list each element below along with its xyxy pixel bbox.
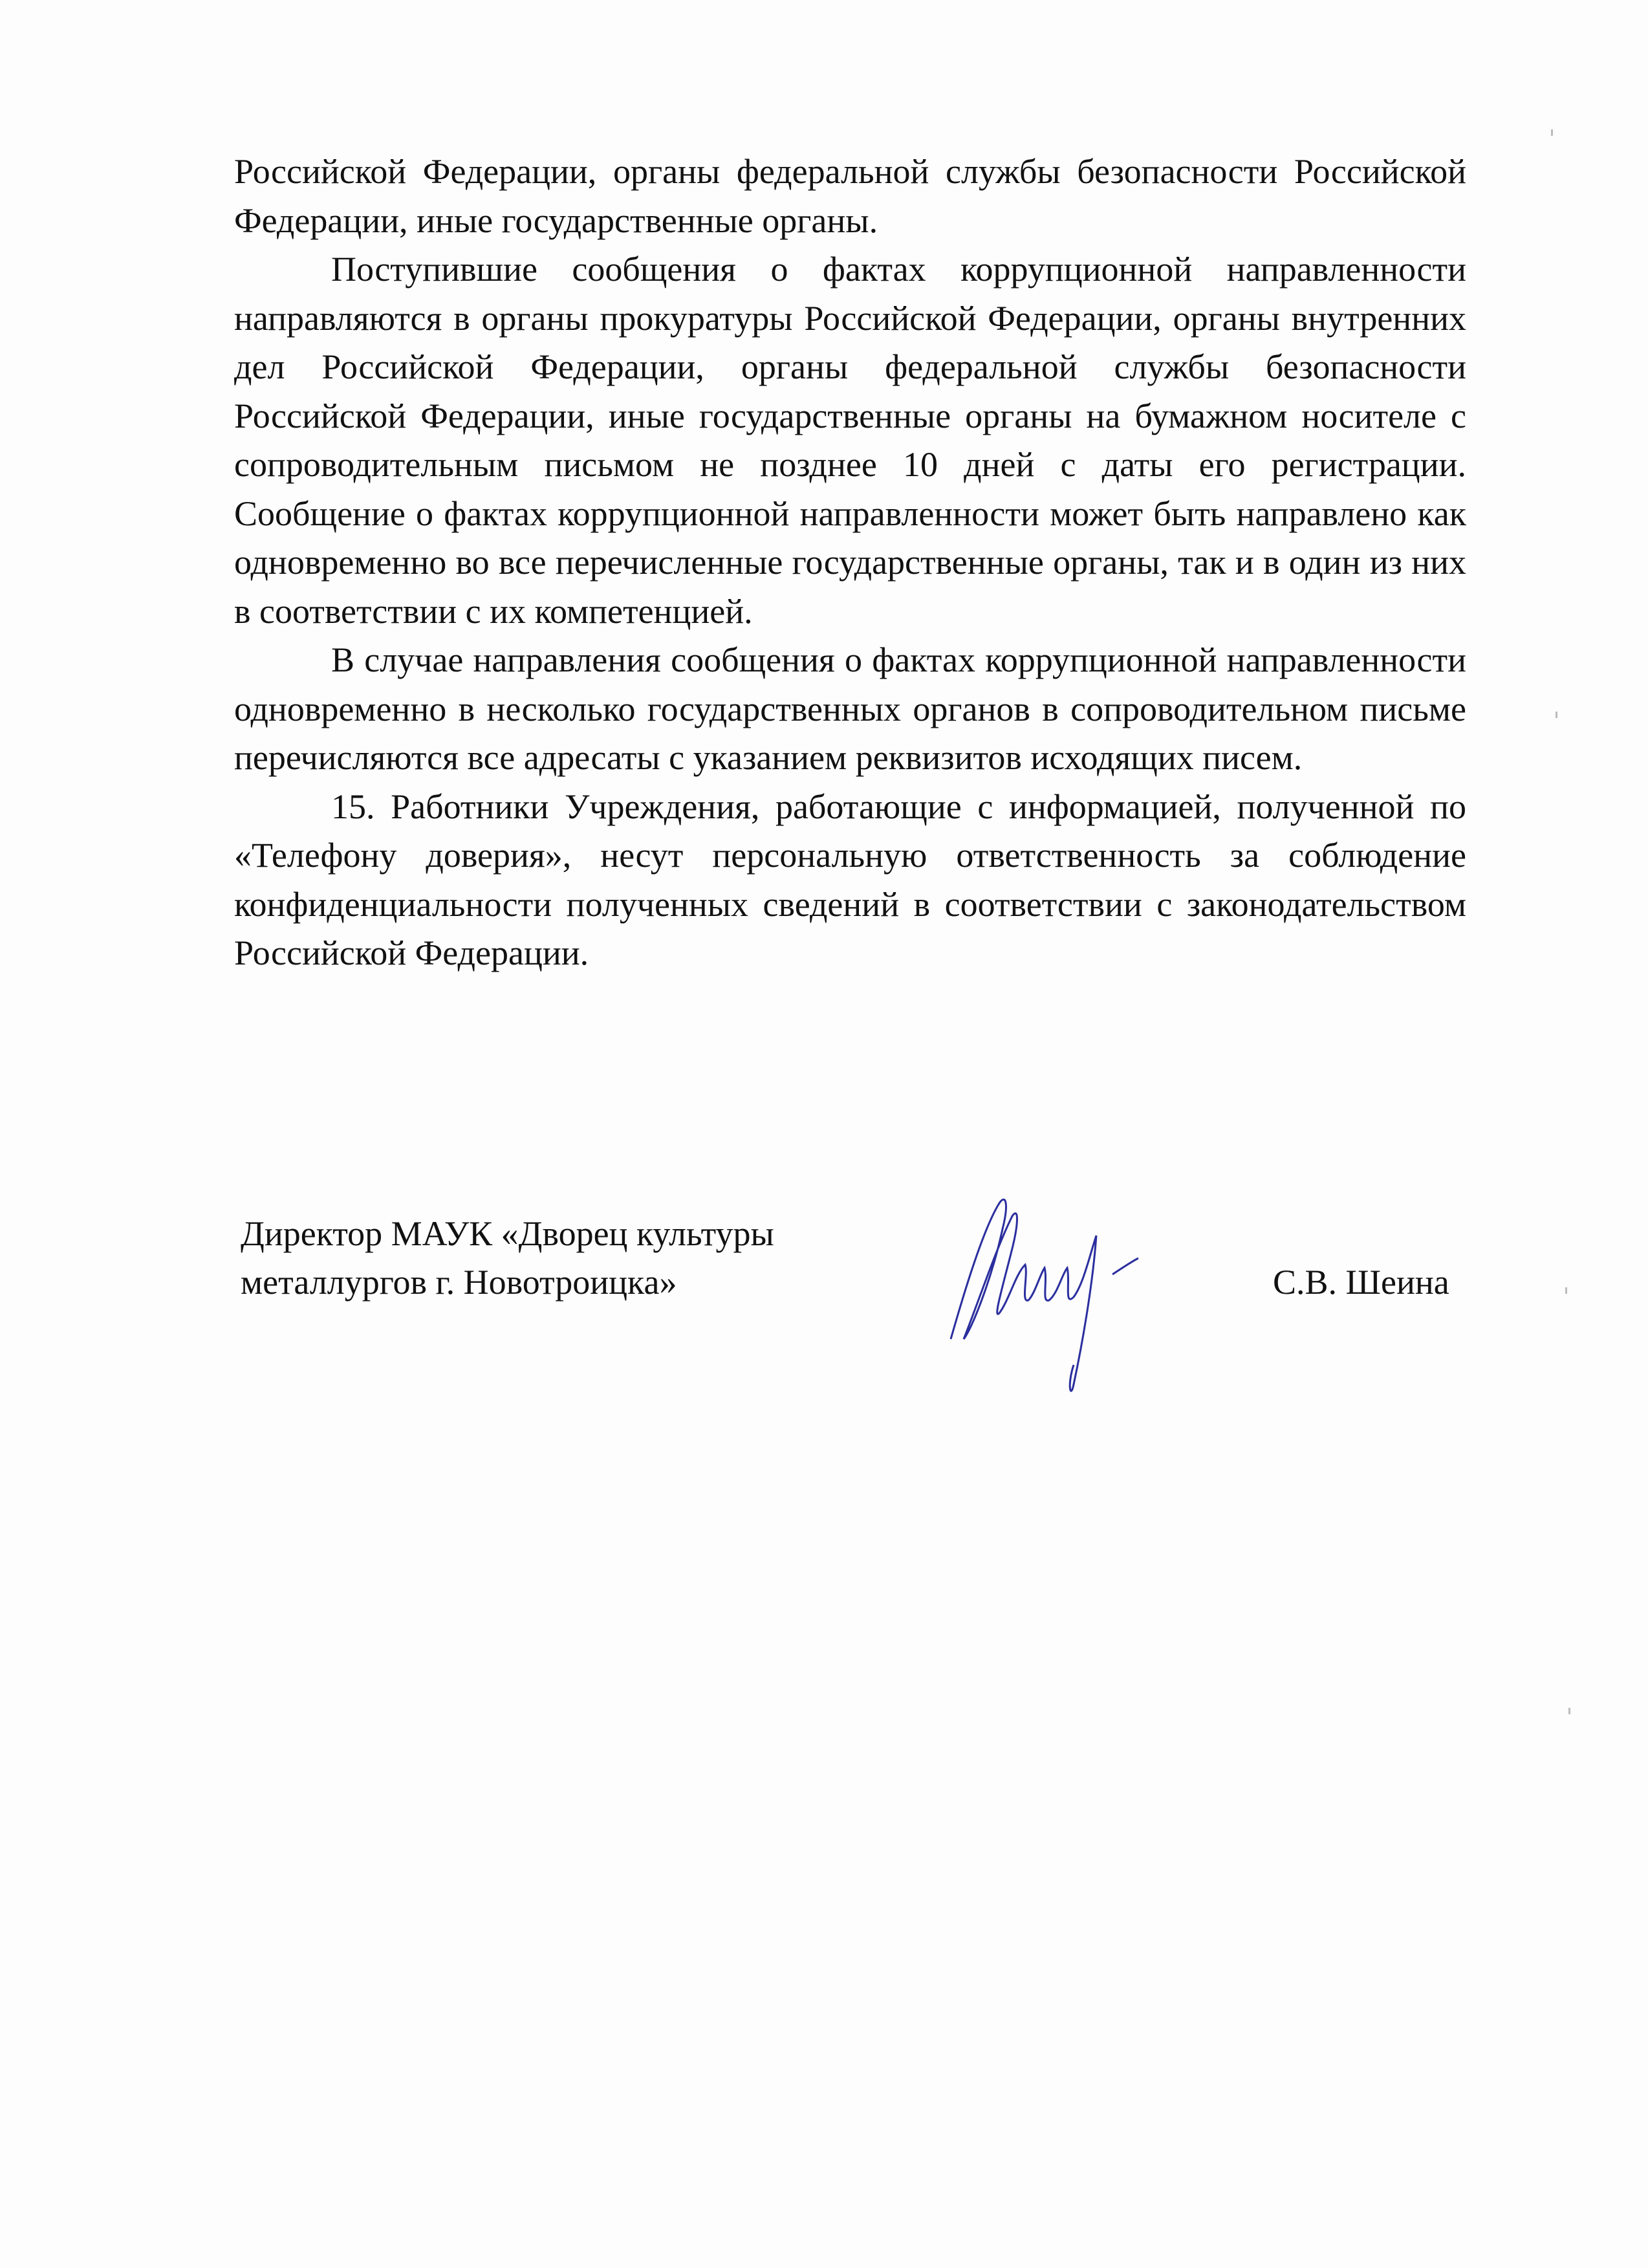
handwritten-signature	[938, 1177, 1209, 1410]
paragraph-2: Поступившие сообщения о фактах коррупционной направленности направляются в органы прокуратуры Российской Федерации, органы внутренних дел Российской Федерации, органы федеральной службы безопасности Российской Федерации, иные государственные органы на бумажном носителе с сопроводительным письмом не позднее 10 дней с даты его регистрации. Сообщение о фактах коррупционной направленности может быть направлено как одновременно во все перечисленные государственные органы, так и в один из них в соответствии с их компетенцией.	[234, 250, 1466, 631]
paragraph-4-item-15: 15. Работники Учреждения, работающие с информацией, полученной по «Телефону доверия», несут персональную ответственность за соблюдение конфиденциальности полученных сведений в соответствии с законодательством Российской Федерации.	[234, 787, 1466, 972]
scan-artifact	[1565, 1287, 1567, 1294]
signatory-title-line-2: металлургов г. Новотроицка»	[241, 1263, 677, 1302]
signatory-title	[241, 1210, 774, 1307]
document-body	[234, 147, 1466, 978]
paragraph-3: В случае направления сообщения о фактах коррупционной направленности одновременно в несколько государственных органов в сопроводительном письме перечисляются все адресаты с указанием реквизитов исходящих писем.	[234, 640, 1466, 777]
paragraph-1: Российской Федерации, органы федеральной службы безопасности Российской Федерации, иные государственные органы.	[234, 152, 1466, 240]
signatory-title-line-1: Директор МАУК «Дворец культуры	[241, 1214, 774, 1253]
scan-artifact	[1551, 129, 1553, 136]
scan-artifact	[1568, 1708, 1570, 1714]
signatory-name: С.В. Шеина	[1273, 1263, 1449, 1302]
scan-artifact	[1556, 712, 1557, 718]
